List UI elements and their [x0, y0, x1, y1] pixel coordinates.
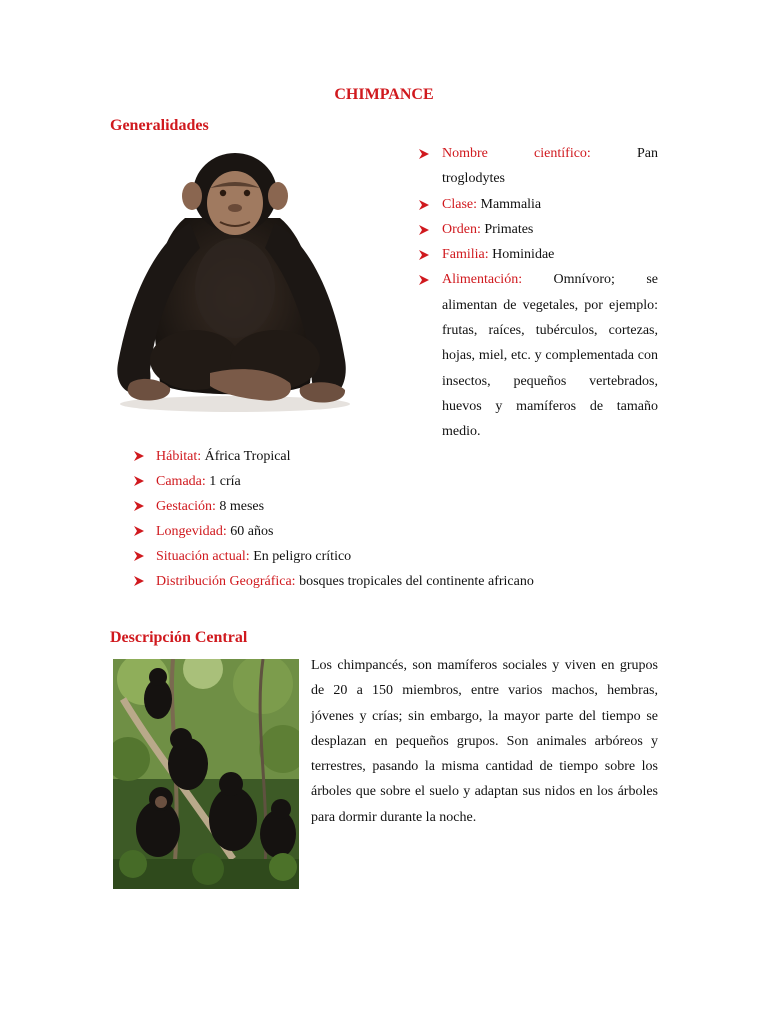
fact-label: Hábitat:	[156, 449, 202, 464]
arrow-bullet-icon	[133, 500, 145, 512]
list-item	[418, 267, 658, 444]
fact-value: 1 cría	[209, 474, 241, 489]
fact-label: Longevidad:	[156, 524, 227, 539]
document-title: CHIMPANCE	[334, 86, 434, 103]
arrow-bullet-icon	[133, 475, 145, 487]
fact-label: Camada:	[156, 474, 206, 489]
list-item	[418, 192, 658, 217]
arrow-bullet-icon	[133, 575, 145, 587]
facts-list-left	[133, 444, 653, 594]
facts-list-right	[418, 141, 658, 445]
list-item	[133, 544, 653, 569]
list-item	[133, 519, 653, 544]
fact-value: En peligro crítico	[253, 549, 352, 564]
fact-label: Orden:	[442, 221, 481, 237]
chimpanzee-group-forest-photo	[113, 659, 299, 889]
fact-value: 60 años	[230, 524, 274, 539]
fact-label: Distribución Geográfica:	[156, 574, 296, 589]
fact-value: África Tropical	[204, 449, 291, 464]
fact-label: Situación actual:	[156, 549, 250, 564]
arrow-bullet-icon	[133, 550, 145, 562]
list-item	[133, 494, 653, 519]
list-item	[133, 444, 653, 469]
description-paragraph: Los chimpancés, son mamíferos sociales y viven en grupos de 20 a 150 miembros, entre varios machos, hembras, jóvenes y crías; sin embargo, la mayor parte del tiempo se desplazan en pequeños grupos. Son animales arbóreos y terrestres, pasando la misma cantidad de tiempo sobre los árboles que sobre el suelo y adaptan sus nidos en los árboles para dormir durante la noche.	[311, 658, 658, 825]
arrow-bullet-icon	[418, 249, 430, 261]
arrow-bullet-icon	[418, 199, 430, 211]
fact-value: Omnívoro; se alimentan de vegetales, por ejemplo: frutas, raíces, tubérculos, cortezas, hojas, miel, etc. y complementada con insectos, pequeños vertebrados, huevos y mamíferos de tamaño medio.	[442, 272, 659, 440]
list-item	[418, 217, 658, 242]
arrow-bullet-icon	[133, 525, 145, 537]
chimpanzee-photo	[100, 148, 360, 414]
fact-label: Gestación:	[156, 499, 216, 514]
arrow-bullet-icon	[418, 274, 430, 286]
fact-value: 8 meses	[219, 499, 265, 514]
fact-label: Familia:	[442, 247, 489, 263]
arrow-bullet-icon	[133, 450, 145, 462]
section-heading-descripcion-central: Descripción Central	[110, 629, 248, 646]
list-item	[418, 242, 658, 267]
list-item	[418, 141, 658, 192]
fact-label: Clase:	[442, 196, 477, 212]
list-item	[133, 569, 653, 594]
fact-label: Nombre científico:	[442, 146, 591, 161]
fact-label: Alimentación:	[442, 272, 523, 288]
fact-value: bosques tropicales del continente africano	[299, 574, 534, 589]
fact-value: Primates	[484, 221, 534, 237]
arrow-bullet-icon	[418, 224, 430, 236]
arrow-bullet-icon	[418, 148, 430, 160]
fact-value: Mammalia	[480, 196, 542, 212]
fact-value-continued: troglodytes	[442, 171, 505, 187]
section-heading-generalidades: Generalidades	[110, 117, 209, 134]
fact-value: Pan	[637, 146, 658, 161]
list-item	[133, 469, 653, 494]
fact-value: Hominidae	[492, 247, 555, 263]
